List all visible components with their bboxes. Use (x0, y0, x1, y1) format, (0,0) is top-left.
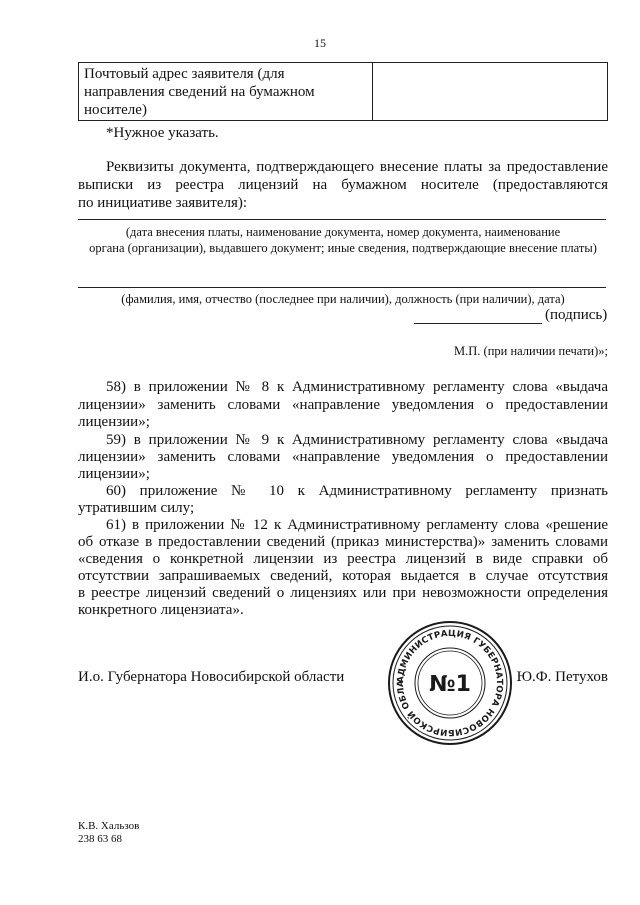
postal-address-table (78, 62, 608, 121)
postal-address-value[interactable] (373, 63, 607, 120)
page-number: 15 (314, 36, 326, 50)
author-name: К.В. Хальзов (78, 820, 140, 832)
item-61-line-2: об отказе в предоставлении сведений (приказ министерства)» заменить словами (78, 534, 608, 550)
svg-text:№1: №1 (429, 672, 471, 697)
author-phone: 238 63 68 (78, 833, 122, 845)
item-60-line-1: 60) приложение № 10 к Административному регламенту признать (106, 483, 608, 499)
payment-text-line-2: выписки из реестра лицензий на бумажном носителе (предоставляются (78, 177, 608, 193)
signature-field[interactable] (414, 323, 542, 324)
payment-details-field[interactable] (78, 219, 606, 220)
payment-text-line-3: по инициативе заявителя): (78, 195, 248, 211)
item-61-line-4: отсутствии запрашиваемых сведений, которая выдается в случае отсутствия (78, 568, 608, 584)
item-60-line-2: утратившим силу; (78, 500, 195, 516)
item-58-line-2: лицензии» заменить словами «направление уведомления о предоставлении (78, 397, 608, 413)
item-58-line-1: 58) в приложении № 8 к Административному регламенту слова «выдача (106, 379, 608, 395)
postal-address-label: Почтовый адрес заявителя (для направления сведений на бумажном носителе) (79, 63, 373, 120)
note-required: *Нужное указать. (106, 125, 219, 141)
payment-hint-line-2: органа (организации), выдавшего документ; иные сведения, подтверждающие внесение платы) (89, 241, 597, 255)
item-61-line-3: «сведения о конкретной лицензии из реестра лицензий в виде справки об (78, 551, 608, 567)
item-61-line-1: 61) в приложении № 12 к Административному регламенту слова «решение (106, 517, 608, 533)
payment-hint-line-1: (дата внесения платы, наименование документа, номер документа, наименование (125, 225, 561, 239)
seal-label: М.П. (при наличии печати)»; (454, 344, 608, 358)
signatory-position: И.о. Губернатора Новосибирской области (78, 669, 345, 685)
item-61-line-6: конкретного лицензиата». (78, 602, 244, 618)
item-59-line-2: лицензии» заменить словами «направление уведомления о предоставлении (78, 449, 608, 465)
payment-text-line-1: Реквизиты документа, подтверждающего внесение платы за предоставление (106, 159, 608, 175)
item-59-line-3: лицензии»; (78, 466, 150, 482)
svg-text:АДМИНИСТРАЦИЯ ГУБЕРНАТОРА НОВО: АДМИНИСТРАЦИЯ ГУБЕРНАТОРА НОВОСИБИРСКОЙ ОБЛА (395, 628, 505, 738)
signature-label: (подпись) (545, 307, 608, 323)
signatory-hint: (фамилия, имя, отчество (последнее при наличии), должность (при наличии), дата) (121, 292, 565, 306)
item-58-line-3: лицензии»; (78, 414, 150, 430)
signatory-name: Ю.Ф. Петухов (516, 669, 608, 685)
item-61-line-5: в реестре лицензий сведений о лицензиях или при невозможности определения (78, 585, 608, 601)
signatory-details-field[interactable] (78, 287, 606, 288)
official-seal (387, 620, 513, 746)
item-59-line-1: 59) в приложении № 9 к Административному регламенту слова «выдача (106, 432, 608, 448)
